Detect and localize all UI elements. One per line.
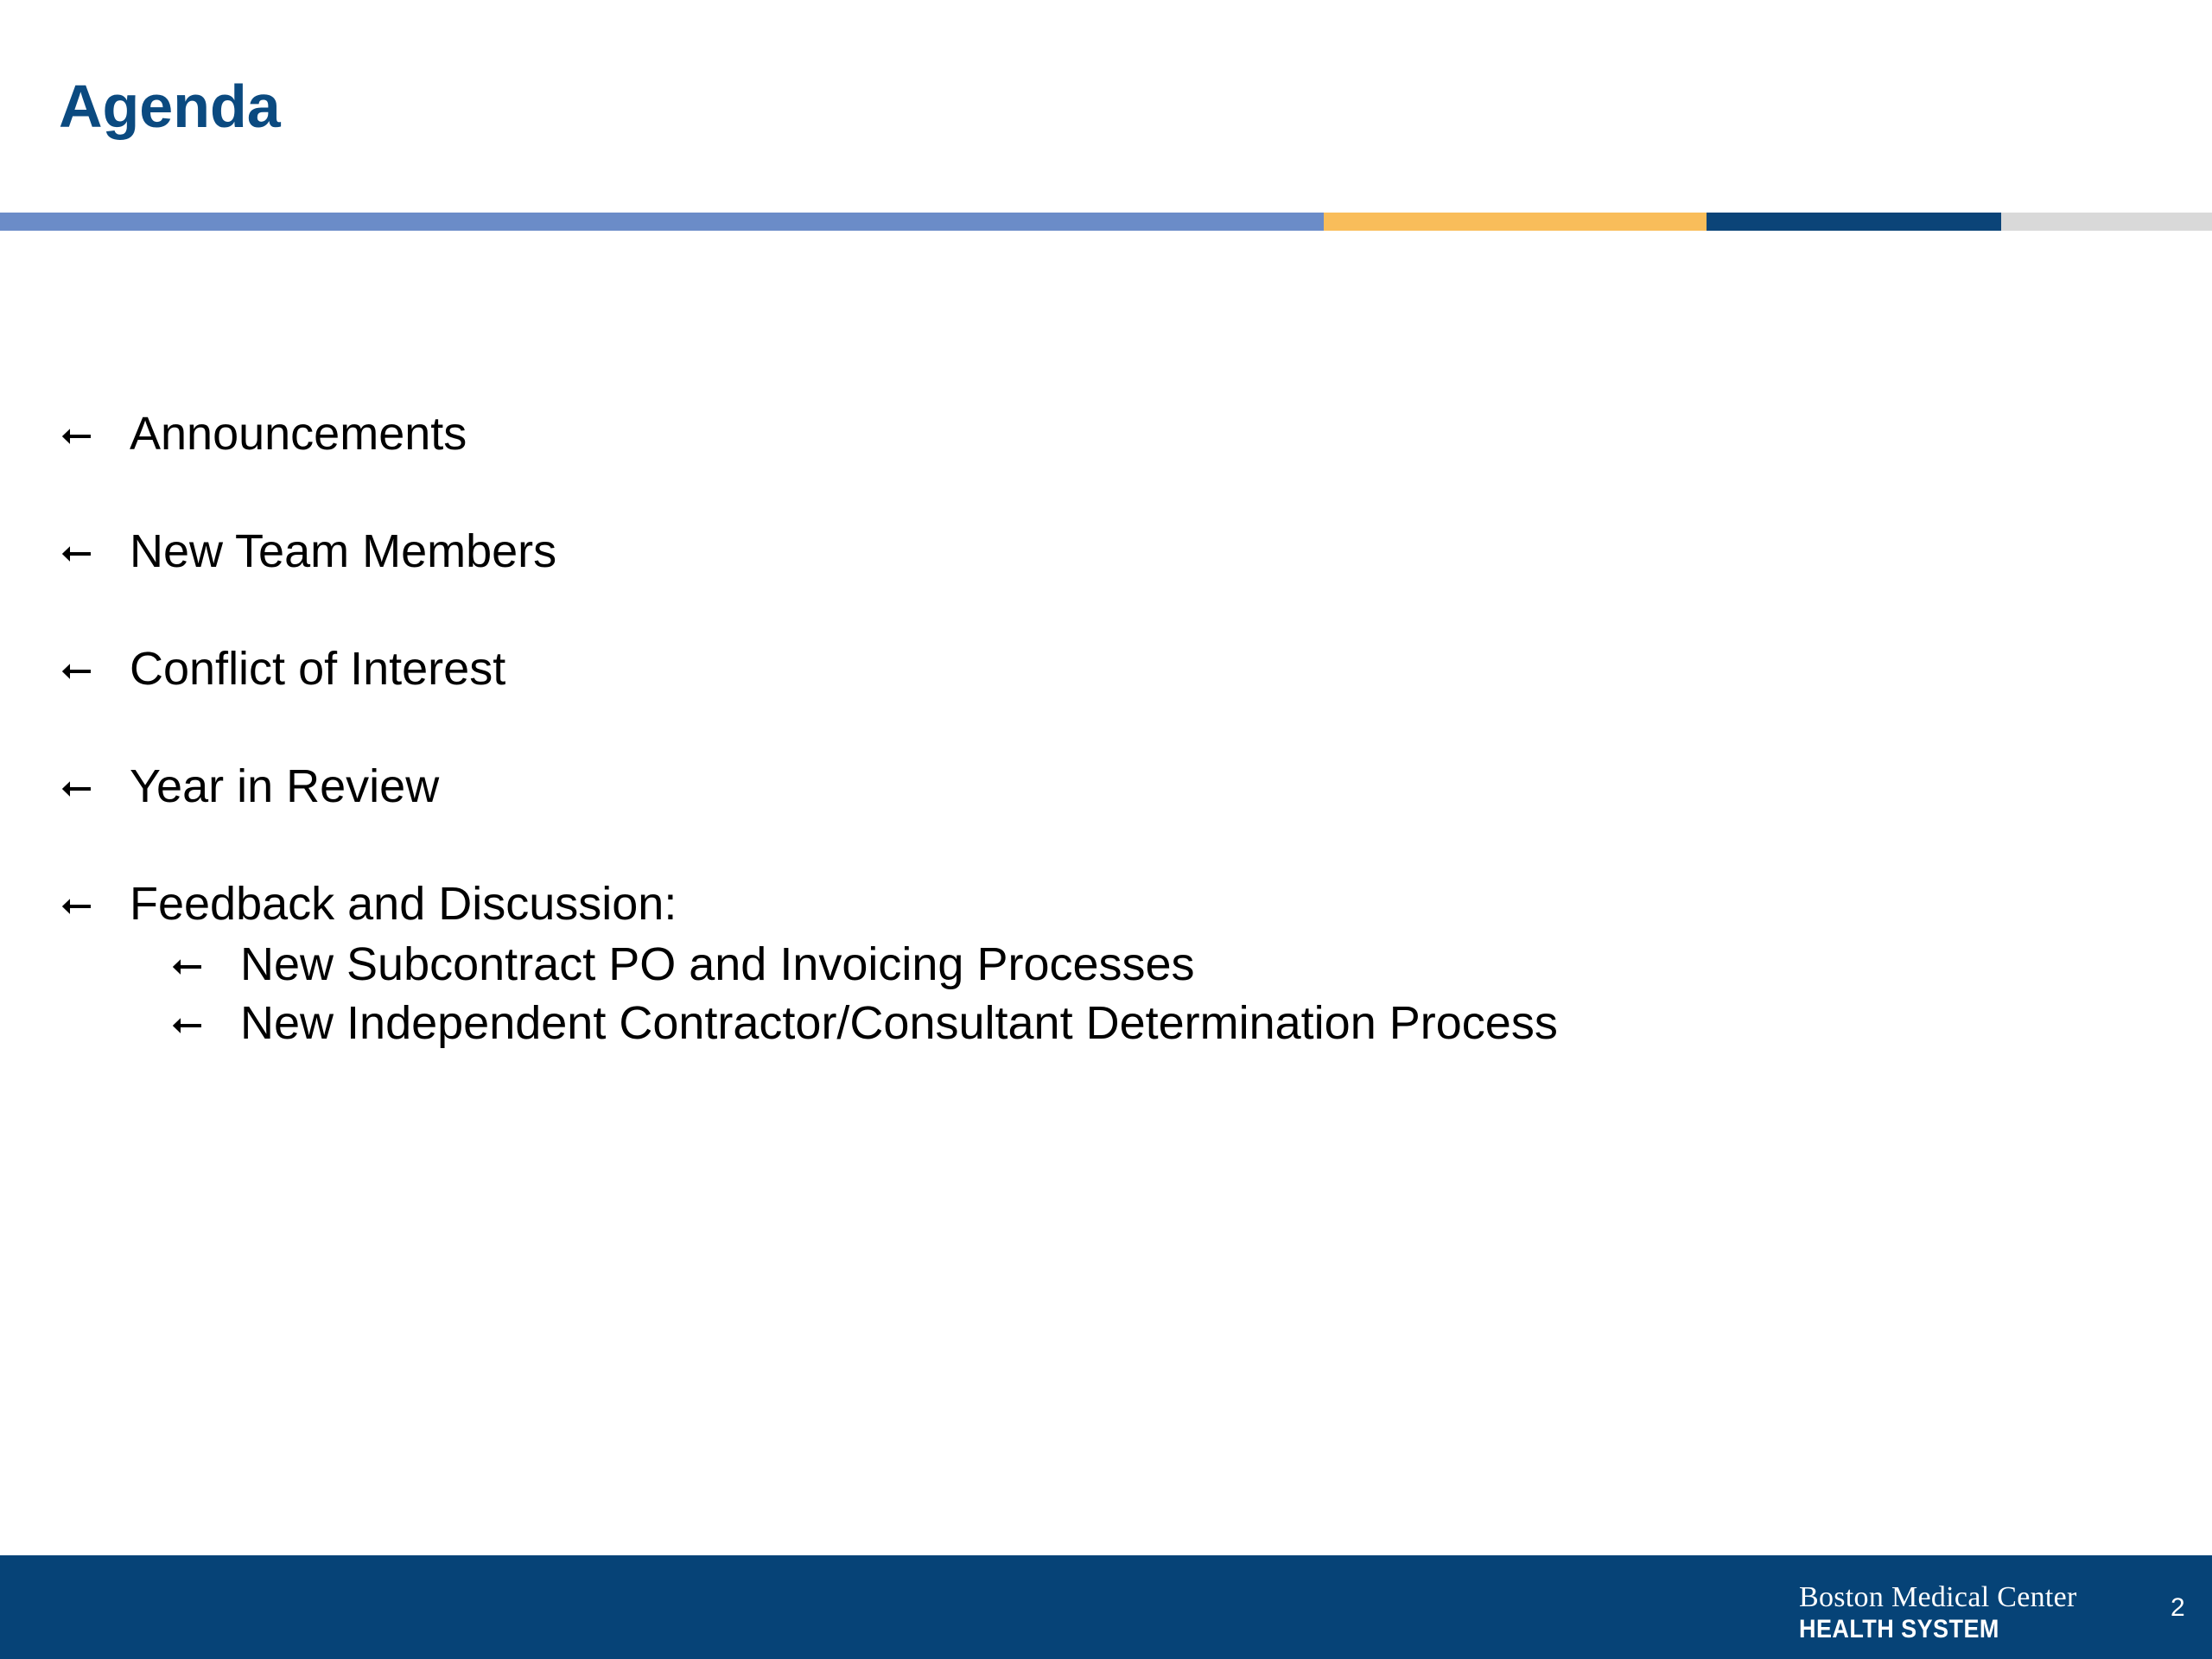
agenda-item-text: New Team Members: [130, 525, 557, 577]
slide-title: Agenda: [59, 73, 281, 140]
agenda-subitem-text: New Subcontract PO and Invoicing Processes: [240, 938, 1195, 990]
agenda-subitem-independent-contractor: [171, 994, 1558, 1052]
brand-subtitle: HEALTH SYSTEM: [1799, 1615, 1999, 1643]
arrow-bullet-icon: ⭠: [60, 762, 92, 809]
brand-name: Boston Medical Center: [1799, 1581, 2077, 1613]
agenda-item-announcements: [60, 399, 467, 468]
arrow-bullet-icon: ⭠: [60, 527, 92, 574]
agenda-list: [60, 0, 2134, 1123]
page-number: 2: [2171, 1593, 2185, 1622]
agenda-item-feedback-and-discussion: [60, 869, 677, 938]
footer-bar: [0, 1555, 2212, 1659]
brand-logo: [1799, 1581, 2077, 1645]
arrow-bullet-icon: ⭠: [60, 645, 92, 691]
agenda-subitem-subcontract-po: [171, 935, 1195, 994]
agenda-item-conflict-of-interest: [60, 634, 505, 703]
agenda-item-text: Conflict of Interest: [130, 643, 506, 695]
agenda-item-year-in-review: [60, 752, 439, 821]
agenda-item-text: Feedback and Discussion:: [130, 878, 677, 930]
agenda-subitem-text: New Independent Contractor/Consultant Determination Process: [240, 997, 1558, 1049]
arrow-bullet-icon: ⭠: [171, 940, 203, 987]
agenda-item-text: Year in Review: [130, 760, 440, 812]
arrow-bullet-icon: ⭠: [60, 880, 92, 926]
arrow-bullet-icon: ⭠: [171, 999, 203, 1046]
agenda-item-text: Announcements: [130, 408, 467, 460]
agenda-item-new-team-members: [60, 517, 556, 586]
arrow-bullet-icon: ⭠: [60, 410, 92, 456]
